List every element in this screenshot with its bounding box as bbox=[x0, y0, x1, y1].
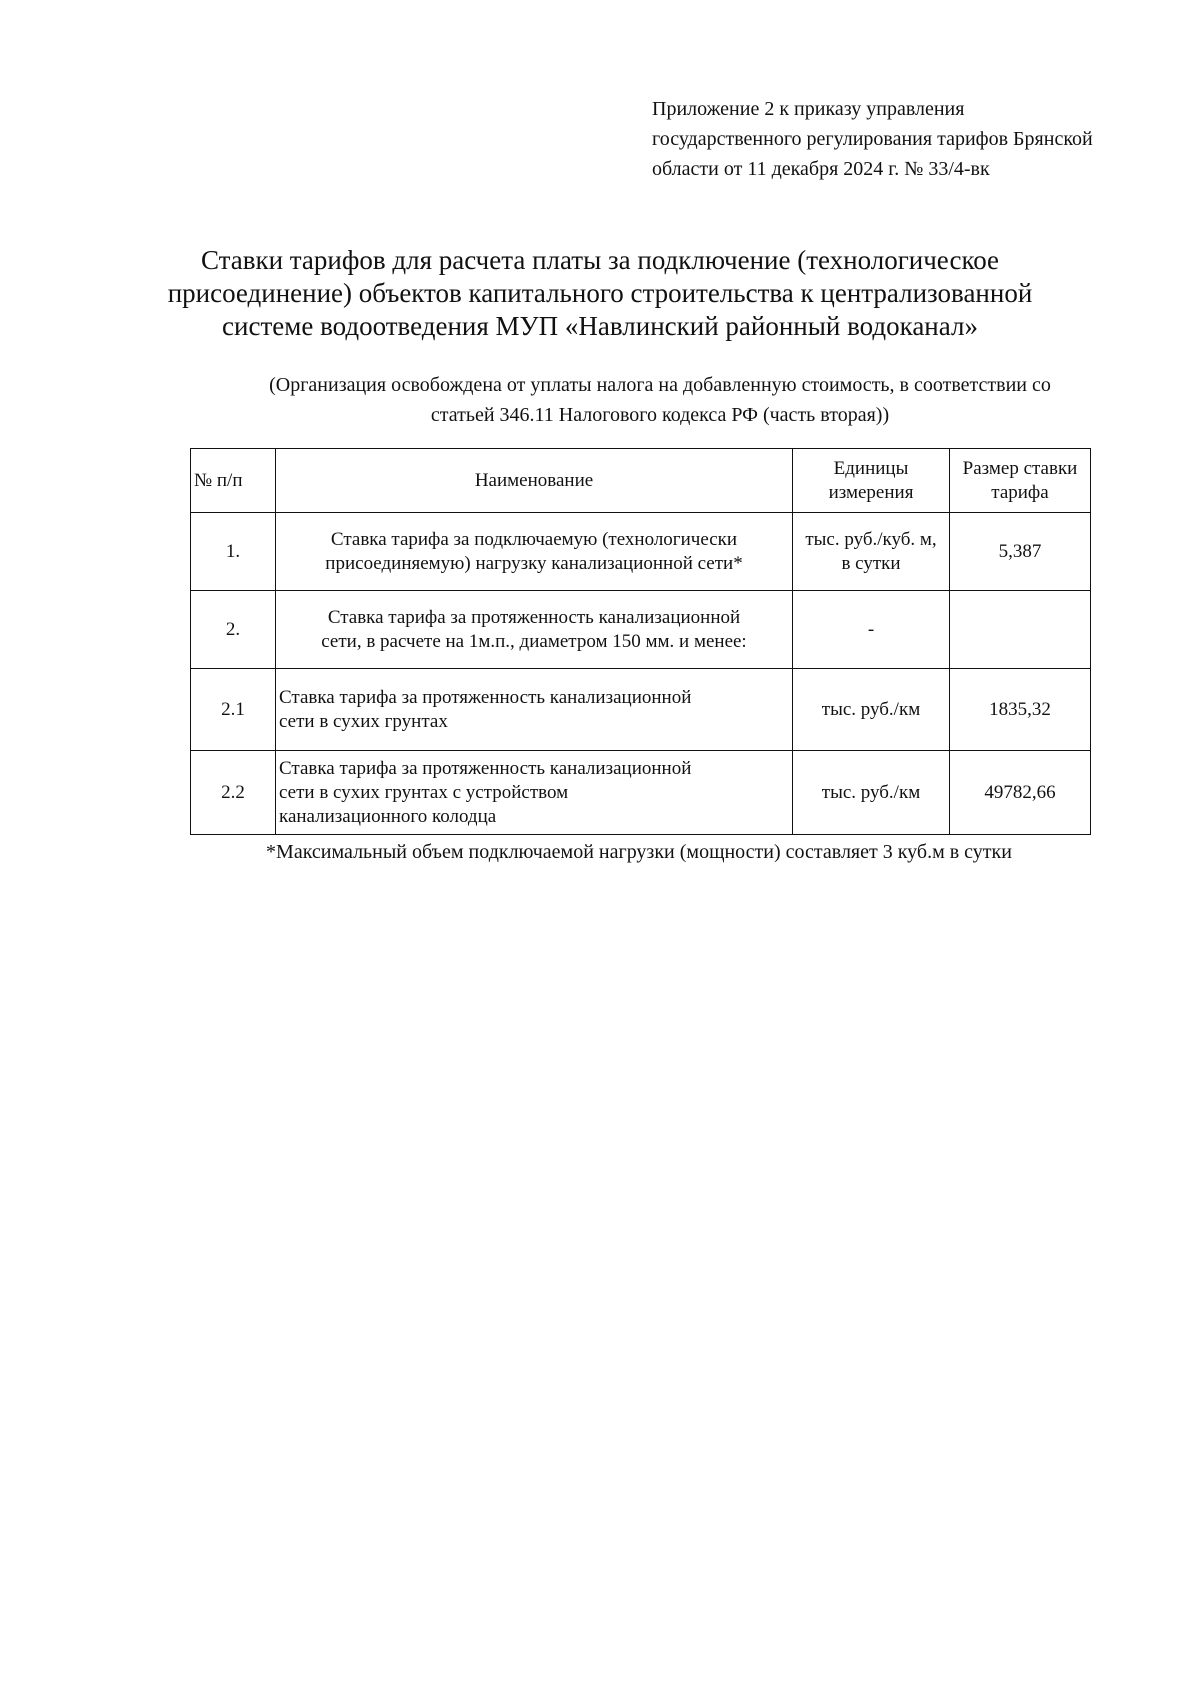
vat-note bbox=[200, 370, 1120, 430]
document-title bbox=[140, 244, 1060, 343]
row-value: 5,387 bbox=[950, 513, 1091, 591]
header-value-line: Размер ставки bbox=[962, 457, 1078, 479]
row-name bbox=[276, 669, 793, 751]
appendix-reference bbox=[652, 94, 1172, 184]
row-name-line: присоединяемую) нагрузку канализационной сети* bbox=[325, 552, 743, 574]
note-line: статьей 346.11 Налогового кодекса РФ (часть вторая)) bbox=[430, 404, 890, 426]
row-value: 49782,66 bbox=[950, 751, 1091, 835]
row-unit: тыс. руб./км bbox=[793, 669, 950, 751]
header-unit bbox=[793, 449, 950, 513]
row-value: 1835,32 bbox=[950, 669, 1091, 751]
row-name-line: Ставка тарифа за протяженность канализационной bbox=[279, 686, 692, 708]
footnote: *Максимальный объем подключаемой нагрузки (мощности) составляет 3 куб.м в сутки bbox=[266, 841, 1012, 863]
row-name bbox=[276, 751, 793, 835]
row-unit bbox=[793, 513, 950, 591]
header-unit-line: измерения bbox=[828, 481, 914, 503]
header-name: Наименование bbox=[276, 449, 793, 513]
row-name-line: Ставка тарифа за протяженность канализационной bbox=[279, 757, 692, 779]
row-unit-line: в сутки bbox=[841, 552, 901, 574]
row-name-line: сети в сухих грунтах bbox=[279, 710, 448, 732]
tariff-table bbox=[190, 448, 1091, 835]
header-unit-line: Единицы bbox=[833, 457, 909, 479]
note-line: (Организация освобождена от уплаты налога на добавленную стоимость, в соответствии со bbox=[269, 374, 1051, 396]
row-name-line: сети в сухих грунтах с устройством bbox=[279, 781, 569, 803]
table-row bbox=[191, 669, 1091, 751]
title-line: Ставки тарифов для расчета платы за подключение (технологическое bbox=[200, 245, 1000, 275]
table-row bbox=[191, 751, 1091, 835]
appendix-line: области от 11 декабря 2024 г. № 33/4-вк bbox=[652, 158, 990, 180]
row-num: 2.2 bbox=[191, 751, 276, 835]
row-num: 2. bbox=[191, 591, 276, 669]
row-name-line: Ставка тарифа за подключаемую (технологически bbox=[330, 528, 738, 550]
appendix-line: государственного регулирования тарифов Брянской bbox=[652, 128, 1093, 150]
header-num: № п/п bbox=[191, 449, 276, 513]
title-line: присоединение) объектов капитального строительства к централизованной bbox=[167, 278, 1033, 308]
row-name bbox=[276, 591, 793, 669]
row-value bbox=[950, 591, 1091, 669]
row-name bbox=[276, 513, 793, 591]
table-header-row bbox=[191, 449, 1091, 513]
title-line: системе водоотведения МУП «Навлинский районный водоканал» bbox=[222, 311, 978, 341]
row-name-line: канализационного колодца bbox=[279, 805, 497, 827]
row-num: 1. bbox=[191, 513, 276, 591]
appendix-line: Приложение 2 к приказу управления bbox=[652, 98, 965, 120]
row-unit-line: тыс. руб./куб. м, bbox=[805, 528, 937, 550]
header-value bbox=[950, 449, 1091, 513]
row-name-line: Ставка тарифа за протяженность канализационной bbox=[327, 606, 741, 628]
row-num: 2.1 bbox=[191, 669, 276, 751]
row-name-line: сети, в расчете на 1м.п., диаметром 150 мм. и менее: bbox=[321, 630, 747, 652]
row-unit: тыс. руб./км bbox=[793, 751, 950, 835]
table-row bbox=[191, 513, 1091, 591]
row-unit: - bbox=[793, 591, 950, 669]
table-row bbox=[191, 591, 1091, 669]
header-value-line: тарифа bbox=[991, 481, 1049, 503]
